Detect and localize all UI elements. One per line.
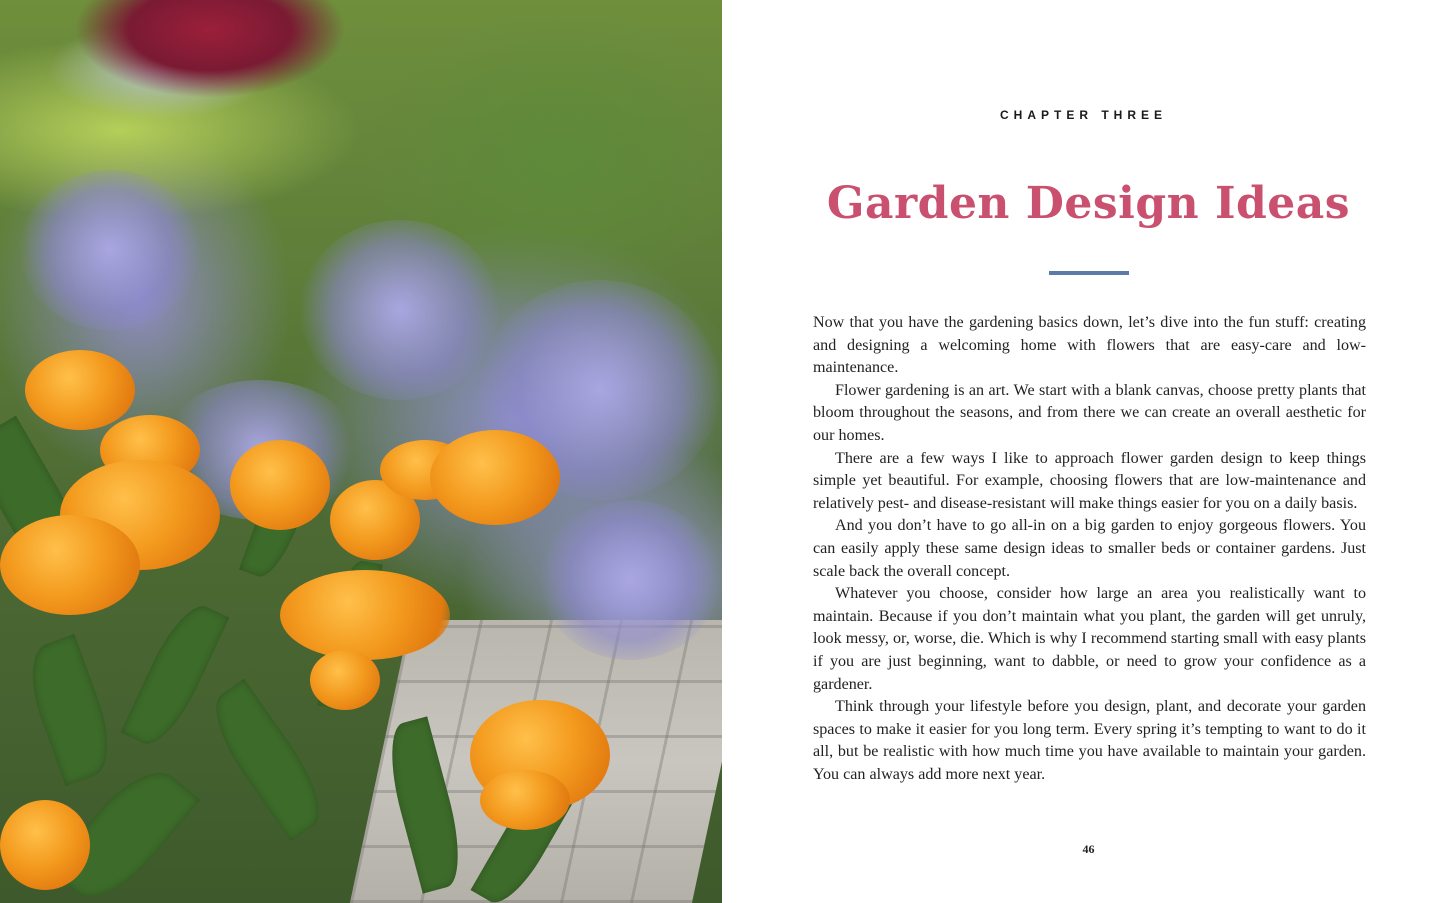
butterfly-weed-bloom [230, 440, 330, 530]
paragraph: There are a few ways I like to approach flower garden design to keep things simple yet beautiful. For example, choosing flowers that are low-maintenance and relatively pest- and disease-resistant will make things easier for you on a daily basis. [813, 449, 1366, 512]
catmint-flowers [300, 220, 500, 400]
paragraph: Whatever you choose, consider how large an area you realistically want to maintain. Because if you don’t maintain what you plant, the garden will get unruly, look messy, or, worse, die. Which is why I recommend starting small with easy plants if you are just beginning, want to dabble, or need to grow your confidence as a gardener. [813, 585, 1366, 693]
paragraph: Flower gardening is an art. We start with a blank canvas, choose pretty plants that bloom throughout the seasons, and from there we can create an overall aesthetic for our homes. [813, 381, 1366, 444]
butterfly-weed-bloom [0, 515, 140, 615]
butterfly-weed-bloom [430, 430, 560, 525]
text-page [722, 0, 1445, 903]
leaf [199, 679, 336, 842]
butterfly-weed-bloom [310, 650, 380, 710]
leaf [121, 596, 230, 753]
chapter-label: CHAPTER THREE [999, 108, 1167, 122]
page-number: 46 [1082, 842, 1095, 856]
butterfly-weed-bloom [480, 770, 570, 830]
butterfly-weed-bloom [25, 350, 135, 430]
garden-photo [0, 0, 722, 903]
paragraph: Think through your lifestyle before you design, plant, and decorate your garden spaces to make it easier for you long term. Every spring it’s tempting to want to do it all, but be realistic with how much time you have available to maintain your garden. You can always add more next year. [813, 698, 1366, 783]
body-text [813, 312, 1366, 786]
paragraph: Now that you have the gardening basics down, let’s dive into the fun stuff: creating and designing a welcoming home with flowers that are easy-care and low-maintenance. [813, 314, 1366, 377]
leaf [18, 634, 122, 786]
catmint-flowers [540, 500, 720, 660]
catmint-flowers [20, 170, 200, 330]
butterfly-weed-bloom [280, 570, 450, 660]
paragraph: And you don’t have to go all-in on a big garden to enjoy gorgeous flowers. You can easily apply these same design ideas to smaller beds or container gardens. Just scale back the overall concept. [813, 517, 1366, 580]
title-rule [1049, 271, 1129, 275]
butterfly-weed-bloom [0, 800, 90, 890]
chapter-title: Garden Design Ideas [826, 178, 1351, 229]
